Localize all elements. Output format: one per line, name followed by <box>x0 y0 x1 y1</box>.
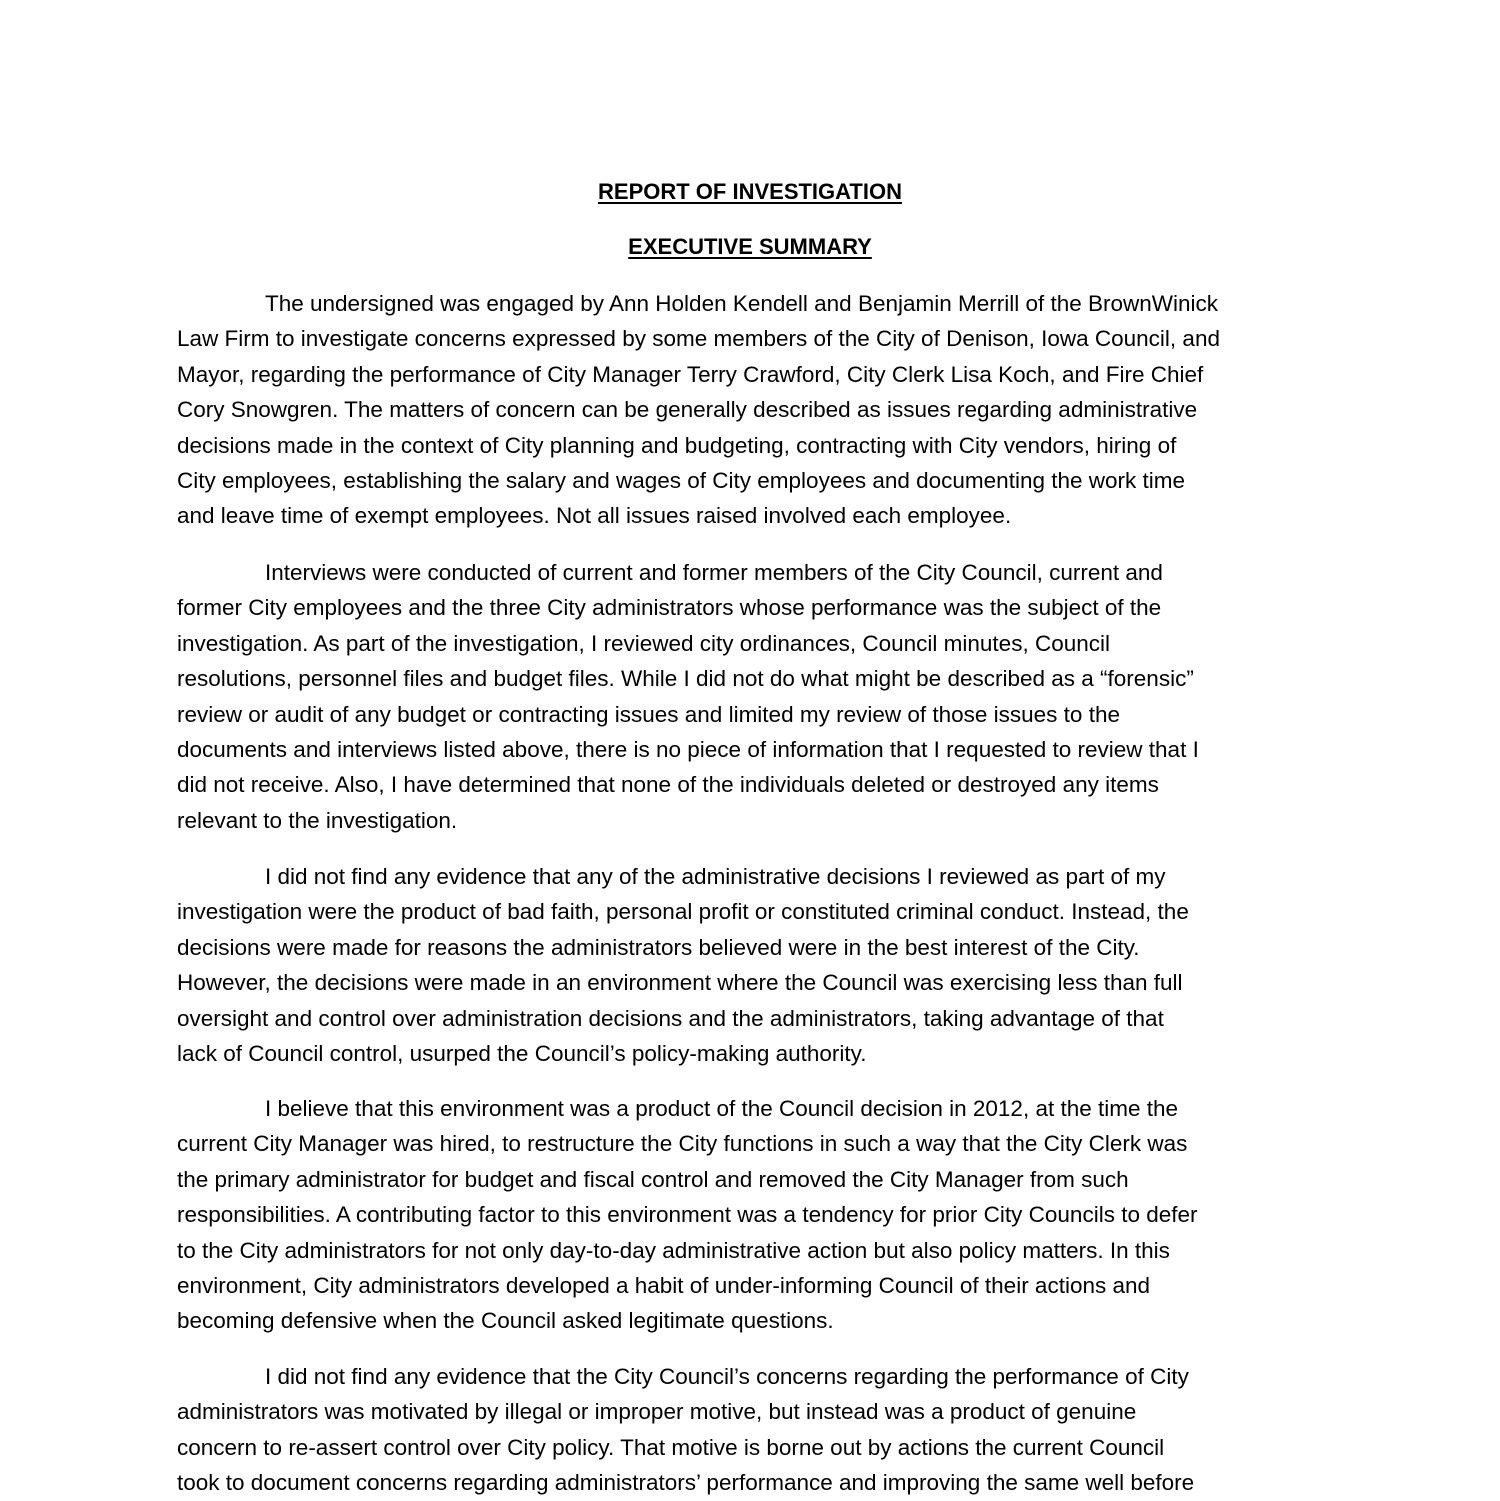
paragraph-line: former City employees and the three City administrators whose performance was the subject of the <box>177 595 1162 621</box>
paragraph-line: to the City administrators for not only day-to-day administrative action but also policy matters. In this <box>177 1237 1170 1263</box>
paragraph-line: relevant to the investigation. <box>177 807 458 833</box>
paragraph-line: becoming defensive when the Council asked legitimate questions. <box>177 1308 834 1334</box>
paragraph-line: I believe that this environment was a product of the Council decision in 2012, at the time the <box>265 1096 1179 1121</box>
paragraph-line: I did not find any evidence that the City Council’s concerns regarding the performance of City <box>265 1364 1189 1389</box>
paragraph <box>177 859 1327 1071</box>
paragraph-line: Mayor, regarding the performance of City Manager Terry Crawford, City Clerk Lisa Koch, and Fire Chief <box>177 361 1204 387</box>
paragraph-line: and leave time of exempt employees. Not all issues raised involved each employee. <box>177 503 1012 529</box>
paragraph-line: Cory Snowgren. The matters of concern can be generally described as issues regarding administrative <box>177 397 1198 423</box>
paragraph-line: I did not find any evidence that any of the administrative decisions I reviewed as part of my <box>265 864 1166 889</box>
paragraph-line: investigation. As part of the investigation, I reviewed city ordinances, Council minutes, Council <box>177 630 1110 656</box>
paragraph-line: environment, City administrators developed a habit of under-informing Council of their actions and <box>177 1272 1151 1298</box>
paragraph-line: decisions made in the context of City planning and budgeting, contracting with City vendors, hiring of <box>177 432 1177 458</box>
paragraph-line: decisions were made for reasons the administrators believed were in the best interest of the City. <box>177 934 1140 960</box>
paragraph-line: The undersigned was engaged by Ann Holden Kendell and Benjamin Merrill of the BrownWinick <box>265 291 1219 316</box>
paragraph-line: resolutions, personnel files and budget files. While I did not do what might be described as a “forensic” <box>177 666 1194 692</box>
paragraph-line: Interviews were conducted of current and former members of the City Council, current and <box>265 560 1163 585</box>
paragraph-line: investigation were the product of bad faith, personal profit or constituted criminal conduct. Instead, the <box>177 899 1189 925</box>
paragraph <box>177 286 1327 534</box>
paragraph-line: current City Manager was hired, to restructure the City functions in such a way that the City Clerk was <box>177 1131 1188 1157</box>
paragraph-line: However, the decisions were made in an environment where the Council was exercising less than full <box>177 970 1183 996</box>
paragraph <box>177 1091 1327 1339</box>
paragraph-line: administrators was motivated by illegal or improper motive, but instead was a product of genuine <box>177 1399 1137 1425</box>
paragraph-line: documents and interviews listed above, there is no piece of information that I requested to review that I <box>177 736 1199 762</box>
paragraph-line: responsibilities. A contributing factor to this environment was a tendency for prior City Councils to defer <box>177 1202 1198 1228</box>
section-heading: EXECUTIVE SUMMARY <box>628 234 872 259</box>
report-title: REPORT OF INVESTIGATION <box>598 179 902 204</box>
paragraph-line: City employees, establishing the salary and wages of City employees and documenting the work time <box>177 467 1186 493</box>
paragraph-line: took to document concerns regarding administrators’ performance and improving the same well before <box>177 1470 1195 1496</box>
paragraph-line: review or audit of any budget or contracting issues and limited my review of those issues to the <box>177 701 1120 727</box>
paragraph-line: lack of Council control, usurped the Council’s policy-making authority. <box>177 1040 867 1066</box>
paragraph-line: oversight and control over administration decisions and the administrators, taking advantage of that <box>177 1005 1164 1031</box>
paragraph-line: the primary administrator for budget and fiscal control and removed the City Manager from such <box>177 1166 1129 1192</box>
paragraph <box>177 555 1327 838</box>
paragraph-line: Law Firm to investigate concerns expressed by some members of the City of Denison, Iowa Council, and <box>177 326 1220 352</box>
paragraph-line: concern to re-assert control over City policy. That motive is borne out by actions the current Council <box>177 1434 1165 1460</box>
paragraph-line: did not receive. Also, I have determined that none of the individuals deleted or destroyed any items <box>177 772 1159 798</box>
paragraph <box>177 1359 1327 1501</box>
